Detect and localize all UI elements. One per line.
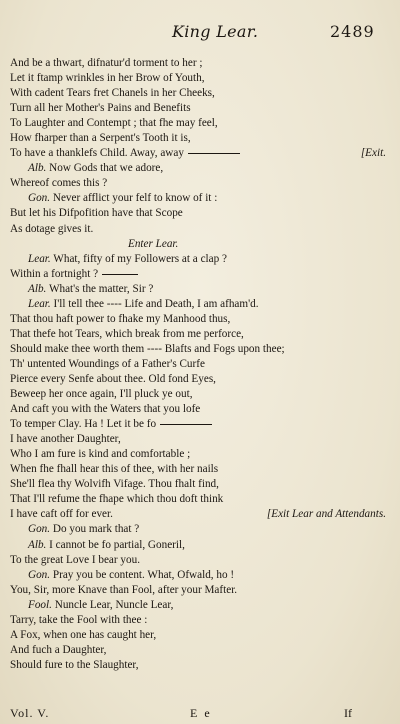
line-text: Tarry, take the Fool with thee :: [10, 613, 148, 626]
line-text: Do you mark that ?: [50, 523, 140, 536]
stage-direction: [Exit.: [360, 147, 386, 160]
speaker-name: Lear.: [28, 297, 51, 310]
page-footer: [10, 706, 390, 722]
text-line: [10, 507, 390, 522]
speaker-name: Gon.: [28, 523, 51, 536]
text-line: [10, 267, 390, 282]
line-text: Should make thee worth them ---- Blafts and Fogs upon thee;: [10, 342, 285, 355]
line-text: With cadent Tears fret Chanels in her Cheeks,: [10, 87, 215, 100]
line-text: Enter Lear.: [128, 237, 179, 250]
line-text: To temper Clay. Ha ! Let it be fo: [10, 418, 157, 431]
text-line: [10, 116, 390, 131]
line-text: To Laughter and Contempt ; that fhe may feel,: [10, 117, 218, 130]
line-text: To have a thanklefs Child. Away, away: [10, 147, 184, 160]
page-number: 2489: [330, 22, 375, 41]
em-rule: [188, 153, 240, 154]
text-line: [10, 176, 390, 191]
line-text: Within a fortnight ?: [10, 267, 99, 280]
text-line: [10, 206, 390, 221]
line-text: And fuch a Daughter,: [10, 643, 107, 656]
line-text: And be a thwart, difnatur'd torment to her ;: [10, 57, 203, 69]
volume-signature: Vol. V.: [10, 706, 50, 720]
catchword: If: [344, 706, 352, 720]
line-text: Pray you be content. What, Ofwald, ho !: [50, 568, 235, 581]
text-line: [10, 357, 390, 372]
line-text: To the great Love I bear you.: [10, 553, 140, 566]
line-text: She'll flea thy Wolvifh Vifage. Thou fhalt find,: [10, 478, 219, 491]
text-line: [10, 297, 390, 312]
text-line: [10, 387, 390, 402]
line-text: But let his Difpofition have that Scope: [10, 207, 183, 220]
text-line: [10, 222, 390, 237]
line-text: Turn all her Mother's Pains and Benefits: [10, 102, 191, 115]
line-text: As dotage gives it.: [10, 222, 94, 235]
line-text: I cannot be fo partial, Goneril,: [46, 538, 185, 551]
line-text: Now Gods that we adore,: [46, 162, 164, 175]
text-line: [10, 658, 390, 673]
text-line: [10, 191, 390, 206]
text-line: [10, 101, 390, 116]
text-line: [10, 553, 390, 568]
line-text: You, Sir, more Knave than Fool, after your Mafter.: [10, 583, 238, 596]
text-line: [10, 237, 390, 252]
text-line: [10, 86, 390, 101]
text-line: [10, 417, 390, 432]
speaker-name: Gon.: [28, 192, 51, 205]
text-line: [10, 327, 390, 342]
line-text: That I'll refume the fhape which thou doft think: [10, 493, 224, 506]
text-line: [10, 342, 390, 357]
line-text: Let it ftamp wrinkles in her Brow of Youth,: [10, 72, 205, 85]
line-text: What's the matter, Sir ?: [46, 282, 154, 295]
line-text: I have another Daughter,: [10, 433, 121, 446]
text-line: [10, 568, 390, 583]
line-text: Nuncle Lear, Nuncle Lear,: [51, 598, 174, 611]
text-line: [10, 402, 390, 417]
text-line: [10, 583, 390, 598]
line-text: That thou haft power to fhake my Manhood thus,: [10, 312, 231, 325]
text-line: [10, 462, 390, 477]
text-line: [10, 131, 390, 146]
signature-mark: E e: [190, 706, 212, 720]
line-text: That thefe hot Tears, which break from me perforce,: [10, 327, 244, 340]
line-text: I'll tell thee ---- Life and Death, I am afham'd.: [50, 297, 259, 310]
line-text: And caft you with the Waters that you lofe: [10, 403, 201, 416]
line-text: Who I am fure is kind and comfortable ;: [10, 448, 191, 461]
speaker-name: Lear.: [28, 252, 51, 265]
text-line: [10, 613, 390, 628]
text-line: [10, 492, 390, 507]
text-line: [10, 56, 390, 71]
speaker-name: Alb.: [28, 538, 47, 551]
line-text: When fhe fhall hear this of thee, with her nails: [10, 463, 219, 476]
em-rule: [160, 424, 212, 425]
line-text: Should fure to the Slaughter,: [10, 658, 139, 671]
text-line: [10, 161, 390, 176]
text-line: [10, 522, 390, 537]
text-line: [10, 252, 390, 267]
text-line: [10, 538, 390, 553]
line-text: A Fox, when one has caught her,: [10, 628, 157, 641]
speaker-name: Fool.: [28, 598, 52, 611]
line-text: What, fifty of my Followers at a clap ?: [50, 252, 227, 265]
play-text: [10, 56, 390, 673]
line-text: Th' untented Woundings of a Father's Curfe: [10, 357, 205, 370]
text-line: [10, 477, 390, 492]
text-line: [10, 282, 390, 297]
text-line: [10, 628, 390, 643]
line-text: Beweep her once again, I'll pluck ye out,: [10, 388, 193, 401]
running-title: King Lear.: [172, 22, 259, 41]
em-rule: [102, 274, 138, 275]
text-line: [10, 312, 390, 327]
text-line: [10, 432, 390, 447]
speaker-name: Alb.: [28, 282, 47, 295]
speaker-name: Gon.: [28, 568, 51, 581]
stage-direction: [Exit Lear and Attendants.: [266, 508, 386, 521]
line-text: Whereof comes this ?: [10, 177, 108, 190]
text-line: [10, 71, 390, 86]
page-header: [0, 22, 400, 44]
text-line: [10, 447, 390, 462]
speaker-name: Alb.: [28, 162, 47, 175]
line-text: Never afflict your felf to know of it :: [50, 192, 218, 205]
line-text: Pierce every Senfe about thee. Old fond Eyes,: [10, 372, 216, 385]
text-line: [10, 643, 390, 658]
text-line: [10, 146, 390, 161]
text-line: [10, 372, 390, 387]
text-line: [10, 598, 390, 613]
line-text: I have caft off for ever.: [10, 508, 113, 521]
line-text: How fharper than a Serpent's Tooth it is,: [10, 132, 191, 145]
